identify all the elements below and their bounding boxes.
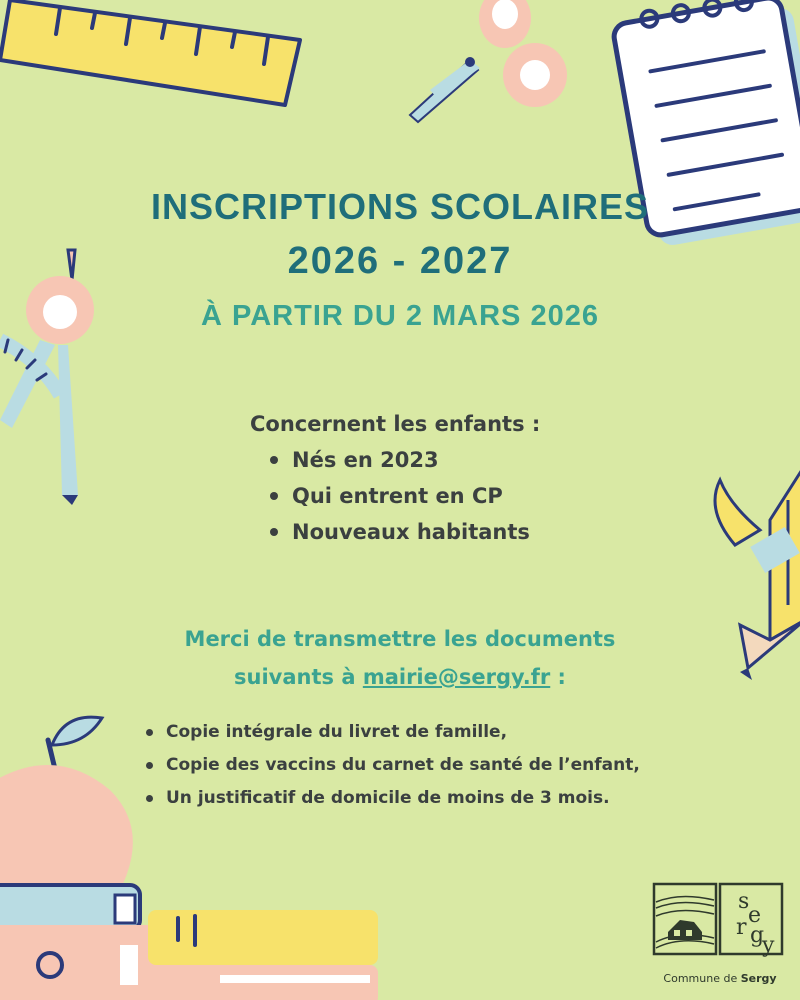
logo-letter: e [748,903,762,928]
document-item: Un justificatif de domicile de moins de 3 mois. [144,782,640,815]
documents-intro-prefix: suivants à [234,665,363,689]
logo-caption-prefix: Commune de [663,972,741,985]
title-line-1: INSCRIPTIONS SCOLAIRES [150,186,650,227]
scissors-icon [410,0,567,122]
concern-item: Nés en 2023 [268,442,610,478]
documents-intro-line-1: Merci de transmettre les documents [184,627,616,651]
apple-icon [0,717,133,890]
compass-icon [0,250,94,505]
concern-block [250,412,610,550]
documents-intro-suffix: : [550,665,566,689]
title-line-2: 2026 - 2027 [287,240,513,282]
document-item: Copie intégrale du livret de famille, [144,716,640,749]
logo-letter: r [736,915,747,940]
logo-letter: g [750,923,765,948]
concern-item: Nouveaux habitants [268,514,610,550]
ruler-icon [0,0,300,105]
concern-item: Qui entrent en CP [268,478,610,514]
subtitle-date: À PARTIR DU 2 MARS 2026 [201,300,599,332]
documents-intro [0,620,800,696]
email-link[interactable]: mairie@sergy.fr [362,665,551,689]
books-icon [0,885,378,1000]
documents-list [144,716,640,815]
concern-heading: Concernent les enfants : [250,412,541,436]
logo-caption [650,972,790,985]
sergy-logo-mark [650,882,790,972]
concern-list [250,442,610,550]
commune-logo [650,882,790,992]
documents-intro-line-2 [0,658,800,696]
document-item: Copie des vaccins du carnet de santé de l’enfant, [144,749,640,782]
logo-caption-name: Sergy [740,972,777,985]
logo-letter: s [738,889,750,914]
logo-letter: y [762,933,775,958]
